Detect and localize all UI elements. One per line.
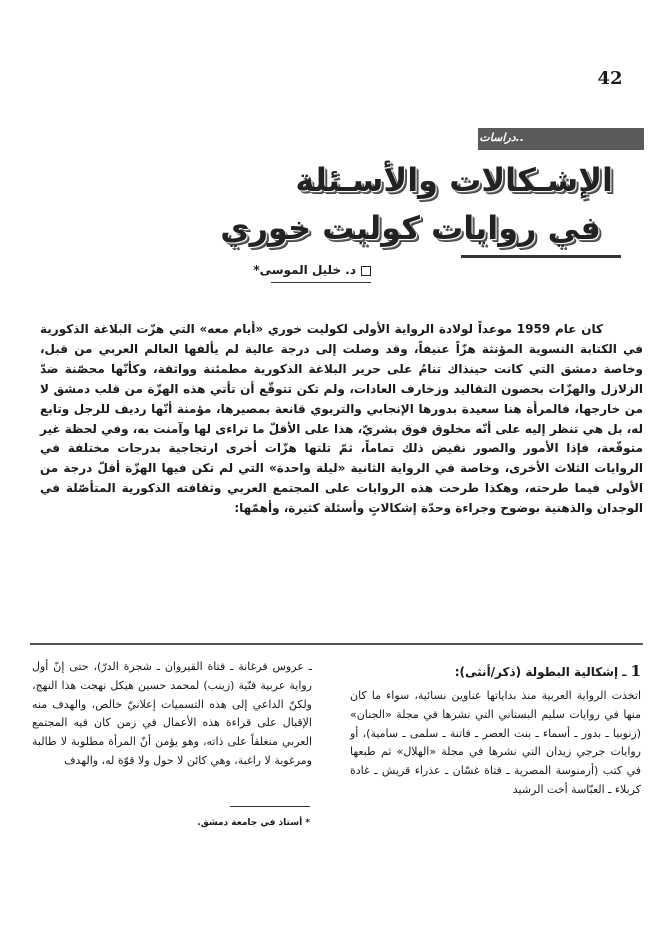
footnote: * أستاذ في جامعة دمشق. bbox=[197, 818, 310, 828]
author-name: د. خليل الموسى* bbox=[253, 263, 356, 277]
title-line-2: في روايات كوليت خوري bbox=[220, 209, 601, 247]
section-1-title: ـ إشكالية البطولة (ذكر/أنثى): bbox=[454, 665, 627, 679]
section-1-text: اتخذت الرواية العربية منذ بداياتها عناوين نسائية، سواء ما كان منها في روايات سليم البستاني التي نشرها في مجلة «الجنان» (زنوبيا ـ بدور ـ أسماء ـ بنت العصر ـ فاتنة ـ سلمى ـ سامية)، أو روايات جرجي زيدان التي نشرها في مجلة «الهلال» ثم طبعها في كتب (أرمنوسة المصرية ـ فتاة غسّان ـ عذراء قريش ـ غادة كربلاء ـ العبّاسة أخت الرشيد bbox=[350, 689, 641, 796]
page-number: 42 bbox=[597, 68, 623, 89]
author-line bbox=[253, 263, 371, 277]
square-bullet-icon bbox=[361, 266, 371, 276]
section-band bbox=[444, 128, 644, 150]
left-column bbox=[32, 658, 312, 771]
title-line-1: الإشـكالات والأسـئلة bbox=[295, 161, 613, 199]
top-rule bbox=[461, 255, 621, 258]
section-1-heading bbox=[350, 662, 641, 681]
footnote-rule bbox=[230, 806, 310, 807]
article-title bbox=[53, 160, 613, 248]
column-divider bbox=[30, 643, 643, 645]
right-column bbox=[350, 662, 641, 800]
intro-paragraph bbox=[40, 320, 643, 519]
intro-text: كان عام 1959 موعداً لولادة الرواية الأولى لكوليت خوري «أيام معه» التي هزّت البلاغة الذكورية في الكتابة النسوية المؤنثة هزّاً عنيفاً، وقد وصلت إلى درجة عالية لم يألفها العالم العربي من قبل، وخاصة دمشق التي كانت حينذاك تنامُ على حرير البلاغة الذكورية مطمئنة وواثقة، وكأنّها محصّنة ضدّ الزلازل والهزّات بحصون التقاليد وزخارف العادات، ولم تكن تتوقّع أن تأتي هذه الهزّة من قلب دمشق لا من خارجها، فالمرأة هنا سعيدة بدورها الإنجابي والتربوي قانعة بمصيرها، مؤمنة أنّها رديف للرجل وتابع له، بل هي تنظر إليه على أنّه مخلوق فوق بشريّ، هذا على الأقلّ ما تراءى لها وآمنت به، وفي لحظة غير متوقّعة، فإذا الأمور والصور نقيض ذلك تماماً، ثمّ تلتها هزّات أخرى ارتجاجية بدرجات مختلفة في الروايات الثلاث الأخرى، وخاصة في الرواية الثانية «ليلة واحدة» التي لم تكن فيها الهزّة أقلّ درجة من الأولى فيما طرحته، وهكذا طرحت هذه الروايات على المجتمع العربي وثقافته الذكورية المتأصّلة في الوجدان والذهنية بوضوح وجراءة وحدّة إشكالاتٍ وأسئلة كثيرة، وأهمّها: bbox=[40, 322, 643, 516]
section-label: دراسات وبحوث.. bbox=[444, 131, 524, 144]
left-column-text: ـ عروس فرغانة ـ فتاة القيروان ـ شجرة الدرّ)، حتى إنّ أول رواية عربية فنّية (زينب) لمحمد حسين هيكل نهجت هذا النهج، ولكنّ الداعي إلى هذه التسميات إعلانيّ خالص، والهدف منه الإقبال على قراءة هذه الأعمال في زمن كان فيه المجتمع العربي منغلقاً على ذاته، وهو يؤمن أنّ المرأة مطلوبة لا طالبة ومرغوبة لا راغبة، وهي كائن لا حول ولا قوّة له، والهدف bbox=[32, 660, 312, 767]
section-1-number: 1 bbox=[630, 662, 641, 680]
author-rule bbox=[271, 282, 371, 283]
